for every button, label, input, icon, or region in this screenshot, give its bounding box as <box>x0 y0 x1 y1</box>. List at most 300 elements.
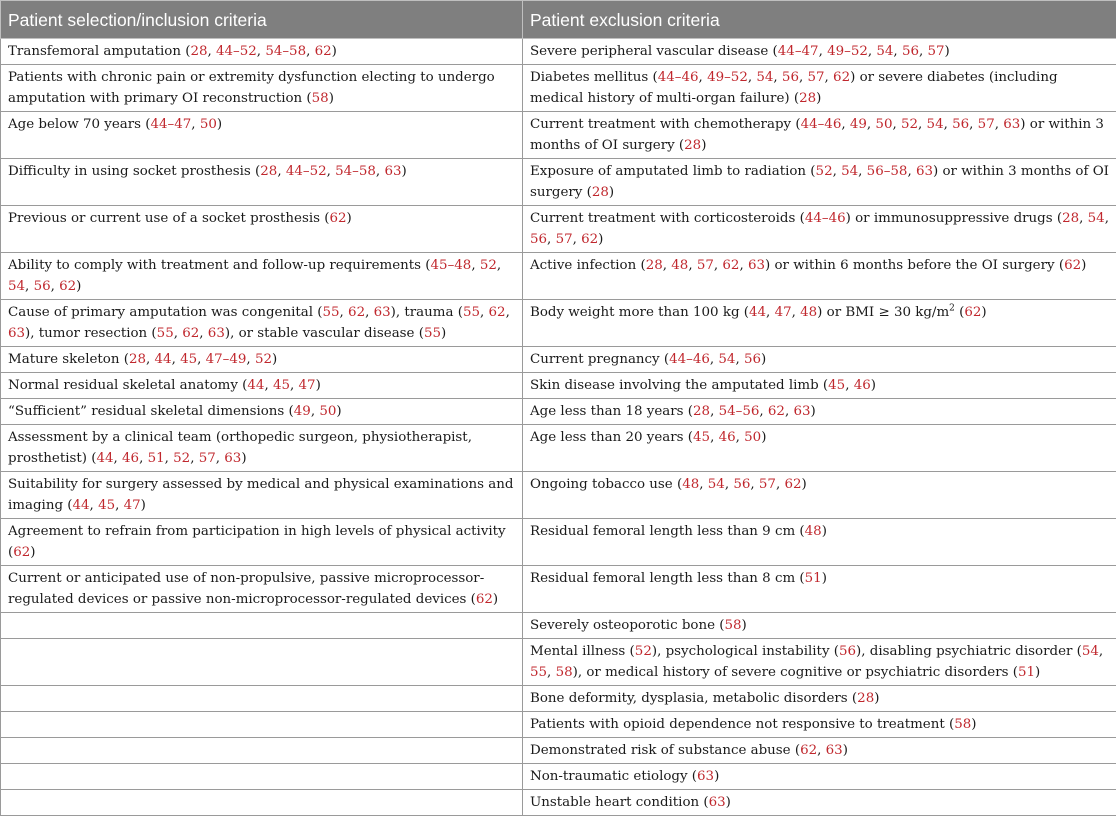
citation-link[interactable]: 63 <box>384 164 401 179</box>
citation-link[interactable]: 45 <box>273 378 290 393</box>
exclusion-cell <box>523 65 1116 112</box>
citation-link[interactable]: 54–56 <box>719 404 760 419</box>
cell-text: Non-traumatic etiology ( <box>530 769 697 784</box>
exclusion-cell <box>523 373 1116 399</box>
citation-link[interactable]: 28 <box>1062 211 1079 226</box>
citation-link[interactable]: 56 <box>34 279 51 294</box>
cell-text: , <box>710 404 719 419</box>
inclusion-cell <box>1 425 523 472</box>
citation-link[interactable]: 57 <box>556 232 573 247</box>
cell-text: ) or BMI ≥ 30 kg/m <box>817 305 949 320</box>
inclusion-cell <box>1 347 523 373</box>
citation-link[interactable]: 56–58 <box>867 164 908 179</box>
citation-link[interactable]: 63 <box>916 164 933 179</box>
cell-text: , <box>710 430 719 445</box>
cell-text: ) <box>811 404 816 419</box>
cell-text: ) or within 3 months of OI surgery ( <box>530 164 1109 200</box>
citation-link[interactable]: 62 <box>59 279 76 294</box>
citation-link[interactable]: 63 <box>208 326 225 341</box>
cell-text: ) <box>981 305 986 320</box>
citation-link[interactable]: 44–52 <box>216 44 257 59</box>
cell-text: , <box>825 70 834 85</box>
cell-text: ) <box>217 117 222 132</box>
cell-text: , <box>547 232 556 247</box>
cell-text: Current pregnancy ( <box>530 352 669 367</box>
citation-link[interactable]: 54 <box>1088 211 1105 226</box>
cell-text: ) <box>871 378 876 393</box>
inclusion-cell <box>1 639 523 686</box>
citation-link[interactable]: 46 <box>854 378 871 393</box>
citation-link[interactable]: 28 <box>592 185 609 200</box>
citation-link[interactable]: 46 <box>719 430 736 445</box>
citation-link[interactable]: 47 <box>124 498 141 513</box>
citation-link[interactable]: 58 <box>312 91 329 106</box>
cell-text: , <box>785 404 794 419</box>
citation-link[interactable]: 62 <box>800 743 817 758</box>
citation-link[interactable]: 48 <box>805 524 822 539</box>
inclusion-cell <box>1 112 523 159</box>
inclusion-cell <box>1 764 523 790</box>
superscript: 2 <box>949 304 955 314</box>
cell-text: ) <box>761 430 766 445</box>
cell-text: Exposure of amputated limb to radiation ( <box>530 164 816 179</box>
cell-text: ), psychological instability ( <box>652 644 839 659</box>
citation-link[interactable]: 52 <box>901 117 918 132</box>
citation-link[interactable]: 45 <box>693 430 710 445</box>
table-row <box>1 519 1116 566</box>
cell-text: ) <box>945 44 950 59</box>
cell-text: ) <box>971 717 976 732</box>
cell-text: , <box>114 451 123 466</box>
table-row <box>1 206 1116 253</box>
citation-link[interactable]: 62 <box>964 305 981 320</box>
exclusion-cell <box>523 253 1116 300</box>
citation-link[interactable]: 55 <box>463 305 480 320</box>
citation-link[interactable]: 54 <box>718 352 735 367</box>
exclusion-cell <box>523 790 1116 816</box>
exclusion-header: Patient exclusion criteria <box>523 1 1116 39</box>
cell-text: Mental illness ( <box>530 644 635 659</box>
citation-link[interactable]: 51 <box>148 451 165 466</box>
cell-text: , <box>174 326 183 341</box>
cell-text: Skin disease involving the amputated limb ( <box>530 378 828 393</box>
exclusion-cell <box>523 347 1116 373</box>
citation-link[interactable]: 58 <box>556 665 573 680</box>
cell-text: Normal residual skeletal anatomy ( <box>8 378 247 393</box>
citation-link[interactable]: 44 <box>96 451 113 466</box>
inclusion-cell <box>1 519 523 566</box>
table-row <box>1 472 1116 519</box>
inclusion-cell <box>1 39 523 65</box>
citation-link[interactable]: 62 <box>1064 258 1081 273</box>
cell-text: , <box>115 498 124 513</box>
exclusion-cell <box>523 159 1116 206</box>
citation-link[interactable]: 49–52 <box>707 70 748 85</box>
citation-link[interactable]: 56 <box>733 477 750 492</box>
cell-text: Bone deformity, dysplasia, metabolic disorders ( <box>530 691 857 706</box>
citation-link[interactable]: 54 <box>756 70 773 85</box>
cell-text: , <box>748 70 757 85</box>
cell-text: , <box>858 164 867 179</box>
cell-text: , <box>197 352 206 367</box>
citation-link[interactable]: 54 <box>1082 644 1099 659</box>
cell-text: , <box>365 305 374 320</box>
cell-text: , <box>841 117 850 132</box>
exclusion-cell <box>523 613 1116 639</box>
cell-text: Patients with opioid dependence not responsive to treatment ( <box>530 717 954 732</box>
exclusion-cell <box>523 300 1116 347</box>
citation-link[interactable]: 48 <box>671 258 688 273</box>
citation-link[interactable]: 62 <box>581 232 598 247</box>
inclusion-cell <box>1 399 523 425</box>
cell-text: Demonstrated risk of substance abuse ( <box>530 743 800 758</box>
citation-link[interactable]: 48 <box>682 477 699 492</box>
cell-text: , <box>216 451 225 466</box>
cell-text: , <box>688 258 697 273</box>
cell-text: ) <box>329 91 334 106</box>
cell-text: Age below 70 years ( <box>8 117 151 132</box>
table-row <box>1 566 1116 613</box>
inclusion-cell <box>1 566 523 613</box>
cell-text: , <box>799 70 808 85</box>
citation-link[interactable]: 54 <box>876 44 893 59</box>
citation-link[interactable]: 63 <box>8 326 25 341</box>
cell-text: ) or immunosuppressive drugs ( <box>846 211 1062 226</box>
citation-link[interactable]: 44–46 <box>669 352 710 367</box>
citation-link[interactable]: 55 <box>322 305 339 320</box>
cell-text: , <box>165 451 174 466</box>
cell-text: , <box>327 164 336 179</box>
cell-text: , <box>340 305 349 320</box>
citation-link[interactable]: 62 <box>182 326 199 341</box>
cell-text: , <box>819 44 828 59</box>
table-row <box>1 712 1116 738</box>
citation-link[interactable]: 47 <box>299 378 316 393</box>
citation-link[interactable]: 44–46 <box>805 211 846 226</box>
inclusion-cell <box>1 686 523 712</box>
citation-link[interactable]: 44 <box>247 378 264 393</box>
citation-link[interactable]: 56 <box>839 644 856 659</box>
citation-link[interactable]: 57 <box>199 451 216 466</box>
cell-text: Transfemoral amputation ( <box>8 44 190 59</box>
cell-text: , <box>868 44 877 59</box>
citation-link[interactable]: 63 <box>224 451 241 466</box>
cell-text: ) <box>241 451 246 466</box>
cell-text: ) or severe diabetes (including medical history of multi-organ failure) ( <box>530 70 1058 106</box>
citation-link[interactable]: 56 <box>952 117 969 132</box>
cell-text: Body weight more than 100 kg ( <box>530 305 749 320</box>
citation-link[interactable]: 28 <box>684 138 701 153</box>
cell-text: , <box>257 44 266 59</box>
citation-link[interactable]: 44–46 <box>801 117 842 132</box>
citation-link[interactable]: 57 <box>807 70 824 85</box>
cell-text: , <box>1105 211 1109 226</box>
citation-link[interactable]: 44 <box>155 352 172 367</box>
citation-link[interactable]: 52 <box>480 258 497 273</box>
citation-link[interactable]: 47–49 <box>206 352 247 367</box>
cell-text: ), trauma ( <box>391 305 463 320</box>
citation-link[interactable]: 49 <box>294 404 311 419</box>
cell-text: Age less than 20 years ( <box>530 430 693 445</box>
cell-text: Cause of primary amputation was congenital ( <box>8 305 322 320</box>
citation-link[interactable]: 62 <box>315 44 332 59</box>
cell-text: Agreement to refrain from participation in high levels of physical activity ( <box>8 524 506 560</box>
cell-text: , <box>25 279 34 294</box>
cell-text: ) <box>761 352 766 367</box>
cell-text: Ability to comply with treatment and follow-up requirements ( <box>8 258 431 273</box>
citation-link[interactable]: 54 <box>708 477 725 492</box>
citation-link[interactable]: 44–52 <box>286 164 327 179</box>
citation-link[interactable]: 47 <box>775 305 792 320</box>
cell-text: Age less than 18 years ( <box>530 404 693 419</box>
cell-text: , <box>759 404 768 419</box>
citation-link[interactable]: 28 <box>646 258 663 273</box>
cell-text: ), or stable vascular disease ( <box>225 326 424 341</box>
cell-text: ) <box>816 91 821 106</box>
citation-link[interactable]: 58 <box>954 717 971 732</box>
exclusion-cell <box>523 519 1116 566</box>
citation-link[interactable]: 62 <box>348 305 365 320</box>
citation-link[interactable]: 50 <box>744 430 761 445</box>
citation-link[interactable]: 62 <box>329 211 346 226</box>
citation-link[interactable]: 57 <box>928 44 945 59</box>
cell-text: , <box>699 477 708 492</box>
cell-text: , <box>497 258 501 273</box>
citation-link[interactable]: 54 <box>841 164 858 179</box>
cell-text: ), tumor resection ( <box>25 326 157 341</box>
cell-text: , <box>172 352 181 367</box>
cell-text: , <box>750 477 759 492</box>
citation-link[interactable]: 63 <box>697 769 714 784</box>
table-body <box>1 39 1116 816</box>
cell-text: ) <box>1081 258 1086 273</box>
citation-link[interactable]: 52 <box>635 644 652 659</box>
citation-link[interactable]: 28 <box>799 91 816 106</box>
inclusion-cell <box>1 159 523 206</box>
exclusion-cell <box>523 399 1116 425</box>
cell-text: ) <box>30 545 35 560</box>
citation-link[interactable]: 51 <box>805 571 822 586</box>
citation-link[interactable]: 56 <box>744 352 761 367</box>
citation-link[interactable]: 63 <box>709 795 726 810</box>
cell-text: Current treatment with chemotherapy ( <box>530 117 801 132</box>
cell-text: , <box>199 326 208 341</box>
inclusion-cell <box>1 472 523 519</box>
citation-link[interactable]: 28 <box>260 164 277 179</box>
table-row <box>1 347 1116 373</box>
citation-link[interactable]: 63 <box>826 743 843 758</box>
cell-text: ( <box>955 305 964 320</box>
cell-text: , <box>893 44 902 59</box>
cell-text: , <box>480 305 489 320</box>
citation-link[interactable]: 63 <box>374 305 391 320</box>
cell-text: ) <box>76 279 81 294</box>
cell-text: , <box>944 117 953 132</box>
citation-link[interactable]: 50 <box>875 117 892 132</box>
cell-text: ) <box>272 352 277 367</box>
exclusion-cell <box>523 425 1116 472</box>
citation-link[interactable]: 50 <box>319 404 336 419</box>
citation-link[interactable]: 63 <box>793 404 810 419</box>
cell-text: ) <box>822 571 827 586</box>
citation-link[interactable]: 63 <box>1003 117 1020 132</box>
inclusion-cell <box>1 738 523 764</box>
citation-link[interactable]: 57 <box>697 258 714 273</box>
table-row <box>1 65 1116 112</box>
citation-link[interactable]: 49 <box>850 117 867 132</box>
cell-text: , <box>725 477 734 492</box>
cell-text: , <box>290 378 299 393</box>
cell-text: , <box>919 44 928 59</box>
citation-link[interactable]: 55 <box>157 326 174 341</box>
citation-link[interactable]: 62 <box>489 305 506 320</box>
cell-text: ) <box>316 378 321 393</box>
cell-text: , <box>208 44 217 59</box>
cell-text: , <box>471 258 480 273</box>
citation-link[interactable]: 28 <box>857 691 874 706</box>
inclusion-cell <box>1 253 523 300</box>
cell-text: , <box>573 232 582 247</box>
citation-link[interactable]: 56 <box>530 232 547 247</box>
citation-link[interactable]: 51 <box>1018 665 1035 680</box>
table-row <box>1 738 1116 764</box>
citation-link[interactable]: 62 <box>13 545 30 560</box>
citation-link[interactable]: 45 <box>828 378 845 393</box>
citation-link[interactable]: 54 <box>927 117 944 132</box>
citation-link[interactable]: 28 <box>693 404 710 419</box>
table-row <box>1 253 1116 300</box>
cell-text: , <box>191 117 200 132</box>
cell-text: ) or within 6 months before the OI surgery ( <box>765 258 1064 273</box>
cell-text: ) <box>1035 665 1040 680</box>
cell-text: , <box>277 164 286 179</box>
citation-link[interactable]: 56 <box>902 44 919 59</box>
citation-link[interactable]: 44–46 <box>658 70 699 85</box>
cell-text: , <box>766 305 775 320</box>
citation-link[interactable]: 45 <box>98 498 115 513</box>
citation-link[interactable]: 52 <box>255 352 272 367</box>
cell-text: Mature skeleton ( <box>8 352 129 367</box>
cell-text: , <box>246 352 255 367</box>
inclusion-cell <box>1 206 523 253</box>
cell-text: , <box>907 164 916 179</box>
cell-text: , <box>776 477 785 492</box>
exclusion-cell <box>523 712 1116 738</box>
citation-link[interactable]: 44 <box>73 498 90 513</box>
citation-link[interactable]: 28 <box>190 44 207 59</box>
table-row <box>1 790 1116 816</box>
citation-link[interactable]: 44–47 <box>151 117 192 132</box>
cell-text: , <box>714 258 723 273</box>
citation-link[interactable]: 46 <box>122 451 139 466</box>
exclusion-cell <box>523 472 1116 519</box>
cell-text: , <box>739 258 748 273</box>
cell-text: , <box>710 352 719 367</box>
citation-link[interactable]: 62 <box>722 258 739 273</box>
citation-link[interactable]: 54–58 <box>335 164 376 179</box>
citation-link[interactable]: 62 <box>768 404 785 419</box>
table-row <box>1 300 1116 347</box>
table-row <box>1 159 1116 206</box>
citation-link[interactable]: 63 <box>748 258 765 273</box>
citation-link[interactable]: 62 <box>833 70 850 85</box>
table-row <box>1 764 1116 790</box>
exclusion-cell <box>523 639 1116 686</box>
cell-text: , <box>264 378 273 393</box>
citation-link[interactable]: 50 <box>200 117 217 132</box>
inclusion-cell <box>1 712 523 738</box>
table-row <box>1 425 1116 472</box>
cell-text: , <box>51 279 60 294</box>
cell-text: , <box>969 117 978 132</box>
citation-link[interactable]: 49–52 <box>827 44 868 59</box>
citation-link[interactable]: 52 <box>173 451 190 466</box>
citation-link[interactable]: 62 <box>476 592 493 607</box>
table-row <box>1 373 1116 399</box>
exclusion-cell <box>523 686 1116 712</box>
citation-link[interactable]: 44 <box>749 305 766 320</box>
citation-link[interactable]: 45 <box>180 352 197 367</box>
citation-link[interactable]: 44–47 <box>778 44 819 59</box>
cell-text: , <box>773 70 782 85</box>
cell-text: ) <box>347 211 352 226</box>
citation-link[interactable]: 57 <box>978 117 995 132</box>
cell-text: Severely osteoporotic bone ( <box>530 618 725 633</box>
citation-link[interactable]: 54–58 <box>265 44 306 59</box>
citation-link[interactable]: 55 <box>424 326 441 341</box>
citation-link[interactable]: 56 <box>782 70 799 85</box>
table-row <box>1 613 1116 639</box>
cell-text: ) <box>701 138 706 153</box>
cell-text: Patients with chronic pain or extremity dysfunction electing to undergo amputation with primary OI reconstruction ( <box>8 70 495 106</box>
citation-link[interactable]: 48 <box>800 305 817 320</box>
citation-link[interactable]: 62 <box>784 477 801 492</box>
cell-text: ), disabling psychiatric disorder ( <box>856 644 1082 659</box>
citation-link[interactable]: 54 <box>8 279 25 294</box>
citation-link[interactable]: 55 <box>530 665 547 680</box>
citation-link[interactable]: 28 <box>129 352 146 367</box>
cell-text: Current or anticipated use of non-propulsive, passive microprocessor-regulated devices or passive non-microprocessor-regulated devices ( <box>8 571 484 607</box>
cell-text: ) <box>609 185 614 200</box>
cell-text: ) <box>802 477 807 492</box>
cell-text: ) <box>726 795 731 810</box>
cell-text: ) <box>441 326 446 341</box>
cell-text: , <box>506 305 510 320</box>
cell-text: Diabetes mellitus ( <box>530 70 658 85</box>
cell-text: , <box>918 117 927 132</box>
exclusion-cell <box>523 39 1116 65</box>
cell-text: ) <box>336 404 341 419</box>
citation-link[interactable]: 58 <box>725 618 742 633</box>
cell-text: Previous or current use of a socket prosthesis ( <box>8 211 329 226</box>
cell-text: Residual femoral length less than 8 cm ( <box>530 571 805 586</box>
citation-link[interactable]: 57 <box>759 477 776 492</box>
cell-text: Current treatment with corticosteroids ( <box>530 211 805 226</box>
inclusion-cell <box>1 373 523 399</box>
cell-text: , <box>735 352 744 367</box>
citation-link[interactable]: 45–48 <box>431 258 472 273</box>
citation-link[interactable]: 52 <box>816 164 833 179</box>
cell-text: ) <box>843 743 848 758</box>
table-row <box>1 686 1116 712</box>
cell-text: , <box>146 352 155 367</box>
exclusion-cell <box>523 112 1116 159</box>
cell-text: , <box>190 451 199 466</box>
cell-text: , <box>1099 644 1103 659</box>
cell-text: , <box>892 117 901 132</box>
cell-text: Ongoing tobacco use ( <box>530 477 682 492</box>
inclusion-cell <box>1 300 523 347</box>
